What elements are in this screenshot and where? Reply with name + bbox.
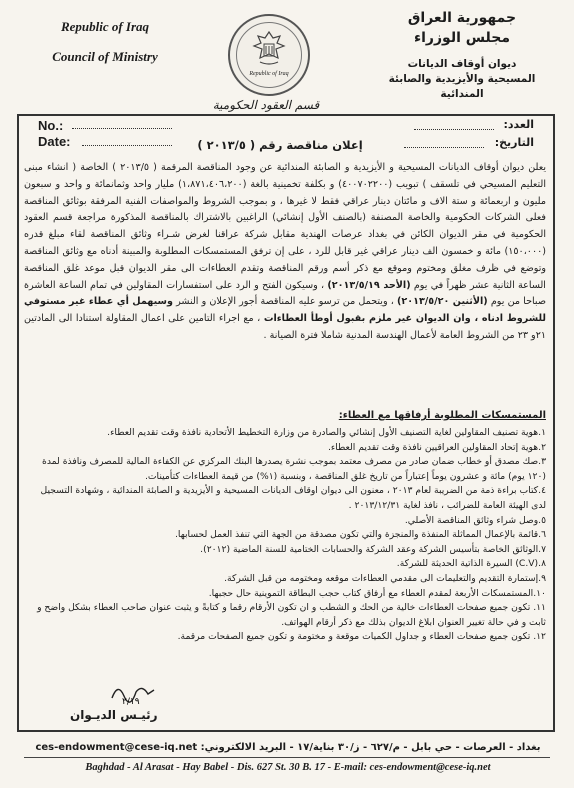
ar-number-field-line [414, 129, 494, 130]
signature-title: رئيـس الديـوان [70, 708, 158, 722]
header-ar-council: مجلس الوزراء [413, 30, 511, 46]
list-item: ١٢. تكون جميع صفحات العطاء و جداول الكميات موقعة و مختومة و تكون جميع الصفحات مرقمة. [177, 631, 546, 643]
list-item: ٤.كتاب براءة ذمة من الضريبة لعام ٢٠١٣ ، معنون الى ديوان اوقاف الديانات المسيحية و الأيزيدية و الصابئة المندائية ، وشهادة التسجيل لدى الهيئة العامة للضرائب ، نافذ لغاية ٢٠١٣/١٢/٣١ . [40, 485, 546, 511]
date-field-line [82, 145, 172, 146]
section-title: قسم العقود الحكومية [212, 98, 320, 112]
announcement-title: إعلان مناقصة رقم ( ٢٠١٣/٥ ) [197, 138, 363, 152]
ar-date-field-line [404, 147, 484, 148]
header-english [30, 12, 180, 72]
state-seal [228, 14, 310, 96]
header-arabic [372, 8, 552, 102]
list-item: ٢.هوية إتحاد المقاولين العراقيين نافذة وقت تقديم العطاء. [327, 441, 546, 453]
date-label: Date: [38, 134, 71, 149]
list-item: ٩.إستمارة التقديم والتعليمات الى مقدمي العطاءات موقعه ومختومه من قبل الشركة. [224, 572, 546, 584]
requirements-list [26, 426, 546, 645]
header-republic: Republic of Iraq [60, 19, 150, 34]
header-council: Council of Ministry [52, 49, 158, 64]
list-item: ١٠.المستمسكات الأربعة لمقدم العطاء مع أرفاق كتاب حجب البطاقة التموينية حال حجبها. [208, 587, 546, 599]
header-ar-endowment: ديوان أوقاف الديانات [407, 58, 517, 70]
footer-arabic: بغداد - العرصات - حي بابل - م/٦٢٧ - ز/٣٠ بناية/١٧ - البريد الالكتروني: ces-endowment@cese-iq.net [35, 742, 541, 753]
footer-divider [24, 757, 550, 758]
list-item: ٥.وصل شراء وثائق المناقصة الأصلي. [404, 514, 546, 526]
seal-caption: Republic of Iraq [249, 71, 289, 77]
ar-date-label: التاريخ: [494, 136, 534, 149]
svg-text:٢/١٩: ٢/١٩ [122, 697, 140, 706]
number-label: No.: [38, 118, 64, 133]
header-ar-republic: جمهورية العراق [407, 10, 517, 26]
list-item: ٣.صك مصدق أو خطاب ضمان صادر من مصرف معتمد بموجب نشرة يصدرها البنك المركزي عن الكفاءة المالية للمصرف ونافذة لمدة (١٢٠ يوم) مائة و عشرون يوماً إعتباراً من تاريخ غلق المناقصة ، وبنسبة (١%) من قيمة العطاءات كتأمينات. [42, 456, 546, 482]
requirements-title: المستمسكات المطلوبة أرفاقها مع العطاء: [338, 410, 546, 421]
footer-english: Baghdad - Al Arasat - Hay Babel - Dis. 627 St. 30 B. 17 - E-mail: ces-endowment@cese-iq.net [85, 762, 491, 773]
eagle-emblem-icon [252, 30, 286, 68]
ar-number-label: العدد: [503, 118, 534, 131]
list-item: ٨.(C.V) السيرة الذاتية الحديثة للشركة. [396, 558, 546, 570]
list-item: ١.هوية تصنيف المقاولين لغاية التصنيف الأول إنشائي والصادرة من وزارة التخطيط الأتحادية نافذة وقت تقديم العطاء. [107, 427, 546, 438]
announcement-body [24, 160, 546, 345]
list-item: ٧.الوثائق الخاصة بتأسيس الشركة وعقد الشركة والحسابات الختامية للسنة الماضية (٢٠١٢). [200, 543, 546, 555]
body-paragraph: يعلن ديوان أوقاف الديانات المسيحية و الأيزيدية و الصابئة المندائية عن وجود المناقصة المرقمة ( ٢٠١٣/٥ ) الخاصة ( انشاء مبنى التعليم المسيحي في تلسقف ) تبويب (٤٠٠٧٠٢٢٠٠) و بكلفة تخمينية بالغة (١،٨٧١،٤٠٦،٢٠٠) مليار واحد وثمانمائة و واحد و سبعون مليون و اربعمائة و ستة الاف و مائتان دينار عراقي فقط لا غيرها ، و بموجب الشروط والمواصفات الفنية المرفقة بوثائق المناقصة فعلى الشركات الحكومية والخاصة المصنفة (بالصنف الأول إنشائي) الراغبين بالاشتراك بالمناقصة المذكورة مراجعة قسم العقود الحكومية في مقر الديوان الكائن في بغداد عرصات الهندية مقابل شركة عراقنا لغرض شـراء وثائق المناقصة لقاء مبلغ قدره (١٥٠،٠٠٠) مائة و خمسون الف دينار عراقي غير قابل للرد ، على إن ترفق المستمسكات المطلوبة والمبينة أدناه مع وثائق المناقصة وتوضع في ظرف مغلق ومختوم وموقع مع ذكر أسم ورقم المناقصة وتقدم العطاءات الى مقر الديوان قبل موعد غلق المناقصة الساعة الثانية عشر ظهراً في يوم (الأحد ٢٠١٣/٥/١٩) ، وسيكون الفتح و الرد على استفسارات المقاولين في تمام الساعة العاشرة صباحا من يوم (الأثنين ٢٠١٣/٥/٢٠) ، ويتحمل من ترسو عليه المناقصة أجور الإعلان و النشر وسيهمل أي عطاء غير مستوفي للشروط ادناه ، وان الديوان غير ملزم بقبول أوطأ العطاءات ، مع اجراء التامين على اعمال المقاولة استنادا الى المادتين ٢١و ٢٣ من الشروط العامة لأعمال الهندسة المدنية شاملا فترة الصيانة . [24, 162, 547, 341]
list-item: ١١. تكون جميع صفحات العطاءات خالية من الحك و الشطب و ان تكون الأرقام رقما و كتابةً و يثبت عنوان صاحب العطاء بشكل واضح و ثابت و في حالة تغيير العنوان ابلاغ الديوان بذلك مع ذكر أرقام الهواتف. [37, 602, 546, 628]
signature-mark [108, 680, 158, 706]
header-ar-religions: المسيحية والأيزيدية والصابئة المندائية [388, 73, 536, 100]
list-item: ٦.قائمة بالإعمال المماثلة المنفذة والمنجزة والتي تكون مصدقة من الجهة التي تنفذ العمل لحسابها. [175, 529, 546, 541]
number-field-line [72, 128, 172, 129]
